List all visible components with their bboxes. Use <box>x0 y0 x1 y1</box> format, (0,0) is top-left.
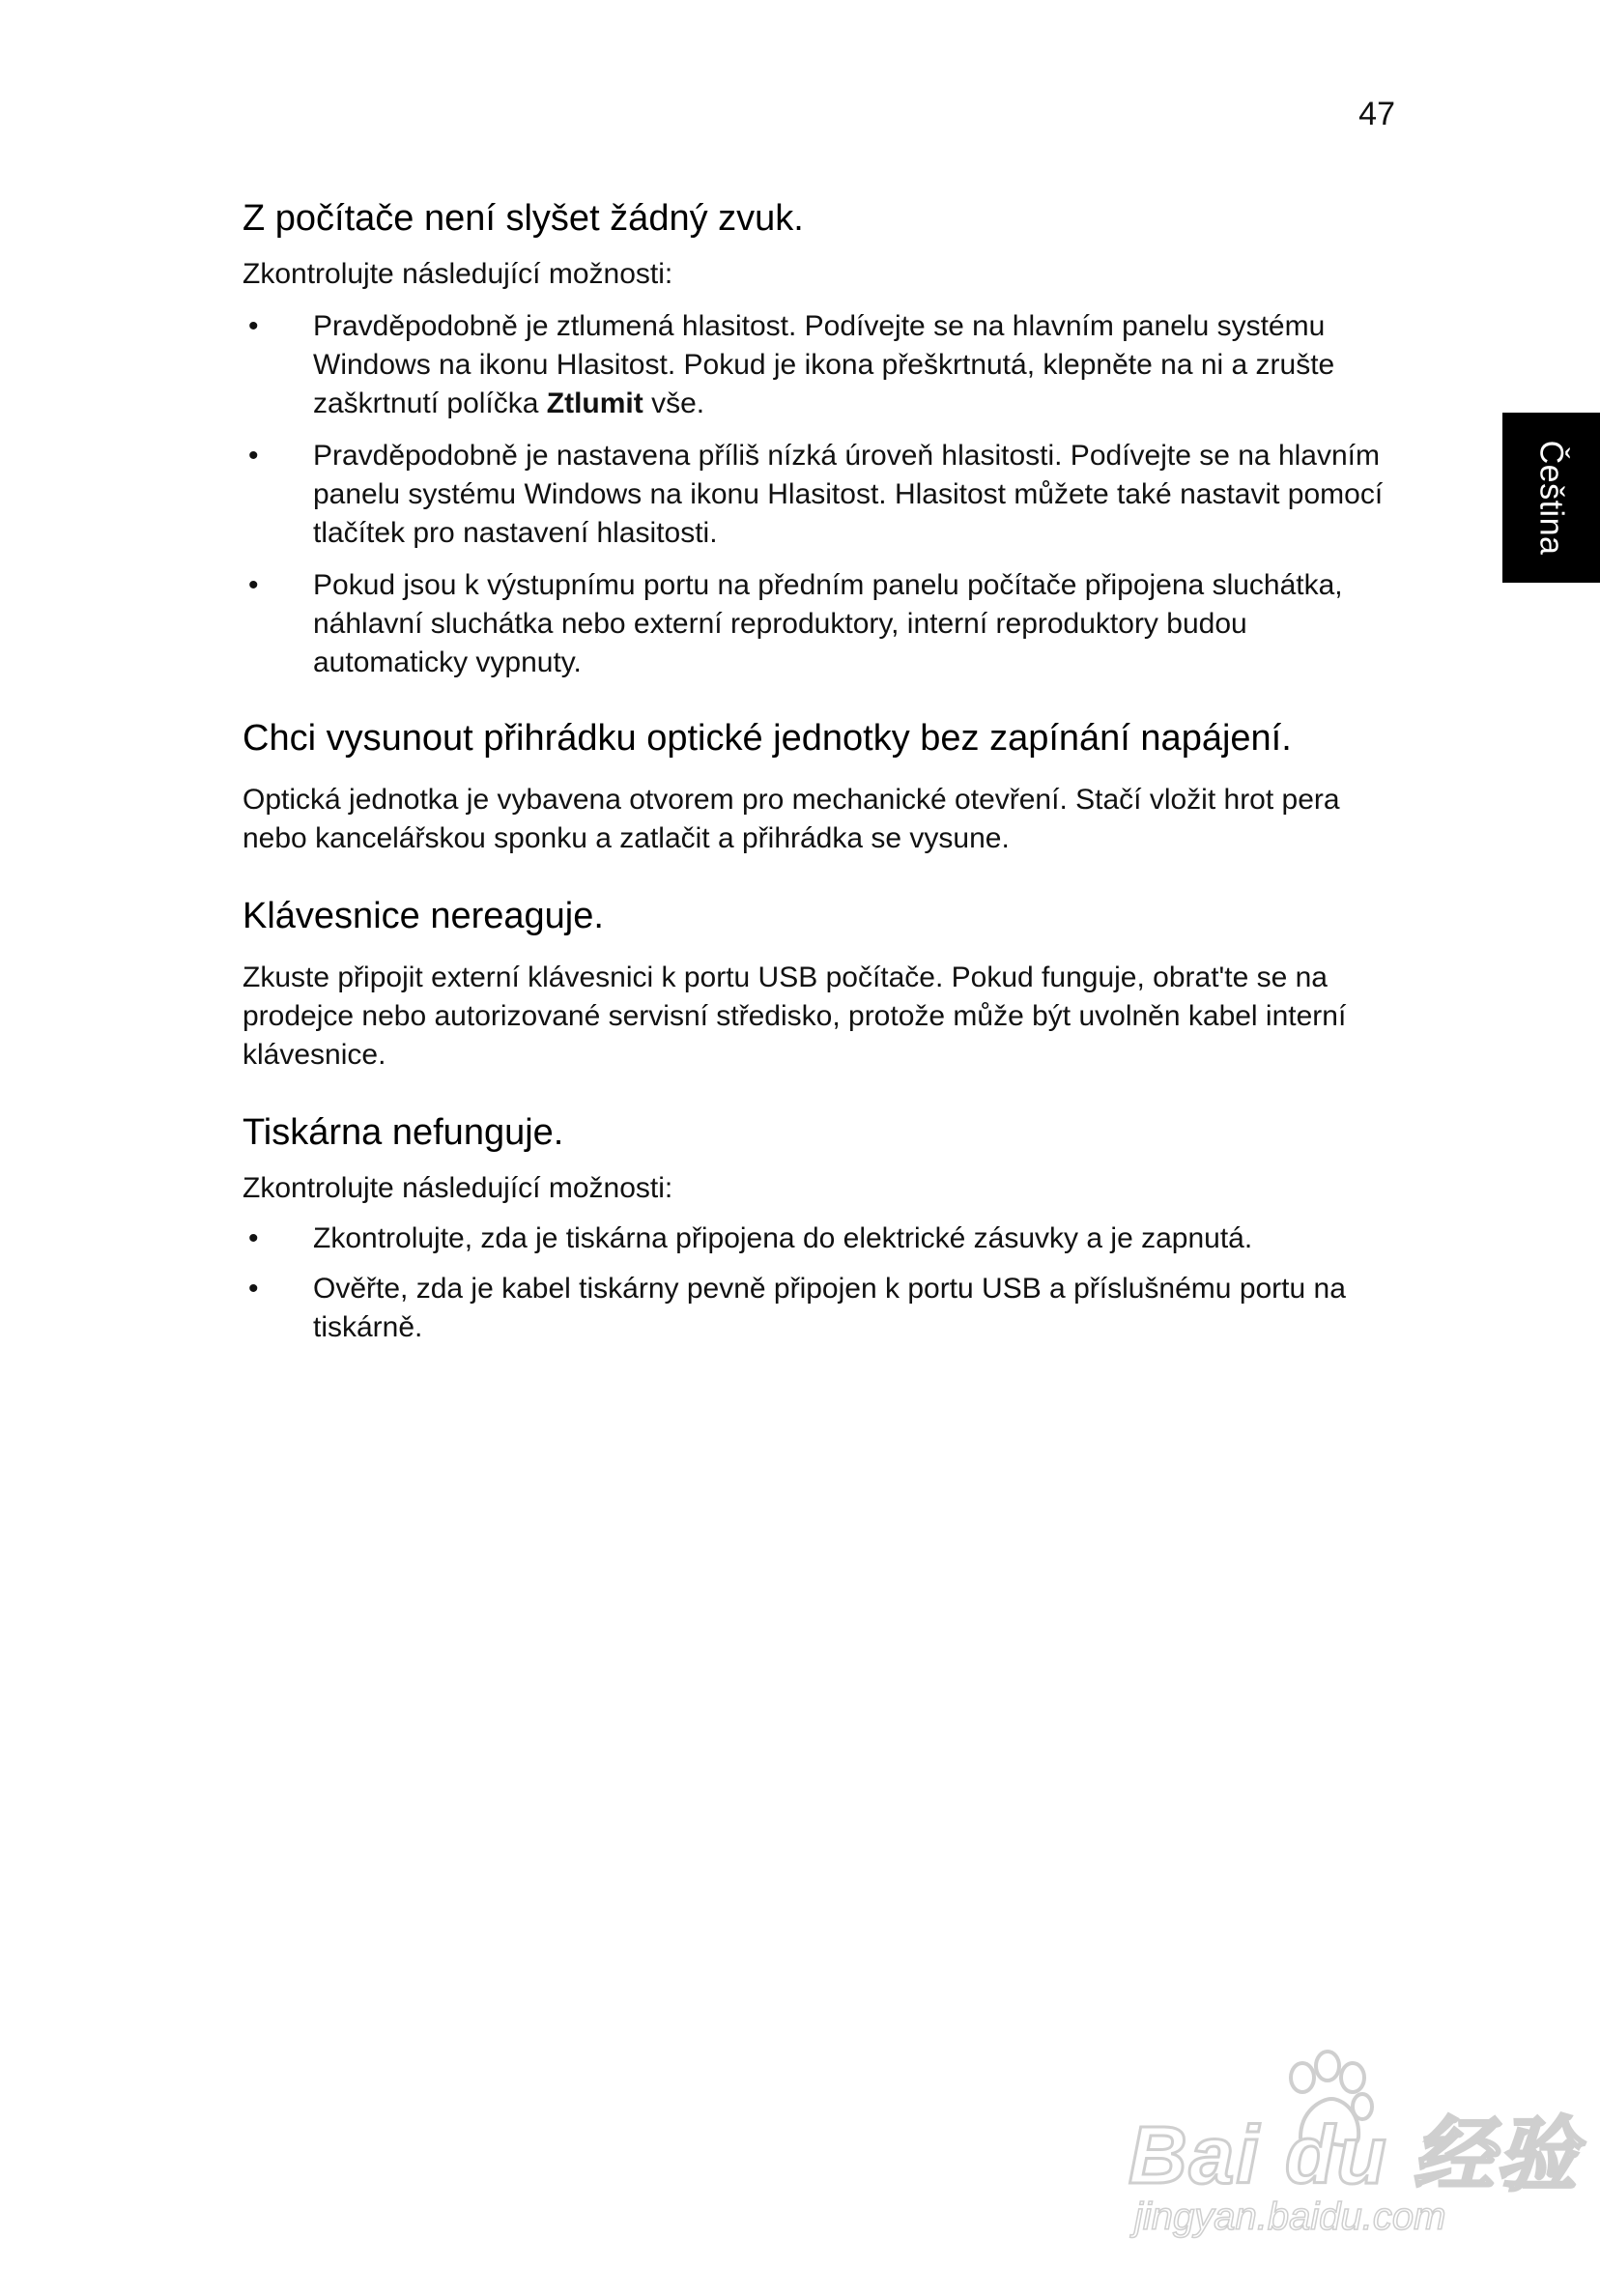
page-number: 47 <box>1358 96 1395 132</box>
section-body: Zkuste připojit externí klávesnici k portu USB počítače. Pokud funguje, obrat'te se na prodejce nebo autorizované servisní středisko, protože může být uvolněn kabel interní klávesnice. <box>243 961 1347 1071</box>
list-item-text: Pravděpodobně je ztlumená hlasitost. Podívejte se na hlavním panelu systému Windows na ikonu Hlasitost. Pokud je ikona přeškrtnutá, klepněte na ni a zrušte zaškrtnutí políčka <box>313 310 1335 419</box>
section-heading: Tiskárna nefunguje. <box>243 1112 564 1153</box>
page-content <box>243 195 1402 1359</box>
list-item-text: Zkontrolujte, zda je tiskárna připojena do elektrické zásuvky a je zapnutá. <box>313 1222 1253 1254</box>
bullet-icon: • <box>248 569 259 601</box>
bullet-icon: • <box>248 310 259 342</box>
watermark-brand: Bai du 经验 <box>1129 2109 1580 2200</box>
section-heading: Klávesnice nereaguje. <box>243 896 604 936</box>
list-item <box>243 1270 1402 1347</box>
section-eject-optical-drive <box>243 715 1402 858</box>
watermark-site: jingyan.baidu.com <box>1134 2196 1446 2238</box>
section-printer <box>243 1109 1402 1347</box>
list-item-bold-text: Ztlumit <box>546 387 643 419</box>
bullet-list <box>243 1220 1402 1347</box>
list-item <box>243 1220 1402 1258</box>
bullet-icon: • <box>248 1222 259 1254</box>
language-tab <box>1502 413 1600 583</box>
baidu-watermark <box>1129 2049 1580 2238</box>
section-intro: Zkontrolujte následující možnosti: <box>243 1172 673 1204</box>
list-item-text: Pravděpodobně je nastavena příliš nízká úroveň hlasitosti. Podívejte se na hlavním panelu systému Windows na ikonu Hlasitost. Hlasitost můžete také nastavit pomocí tlačítek pro nastavení hlasitosti. <box>313 440 1384 549</box>
section-heading: Z počítače není slyšet žádný zvuk. <box>243 198 804 239</box>
list-item <box>243 566 1402 682</box>
bullet-list <box>243 307 1402 682</box>
section-no-sound <box>243 195 1402 682</box>
list-item-text: Ověřte, zda je kabel tiskárny pevně připojen k portu USB a příslušnému portu na tiskárně. <box>313 1273 1346 1343</box>
list-item-text-end: vše. <box>643 387 705 419</box>
section-intro: Zkontrolujte následující možnosti: <box>243 258 673 290</box>
section-keyboard <box>243 893 1402 1075</box>
language-tab-label: Čeština <box>1532 440 1570 556</box>
list-item <box>243 307 1402 423</box>
list-item <box>243 437 1402 553</box>
bullet-icon: • <box>248 440 259 472</box>
list-item-text: Pokud jsou k výstupnímu portu na předním panelu počítače připojena sluchátka, náhlavní sluchátka nebo externí reproduktory, interní reproduktory budou automaticky vypnuty. <box>313 569 1343 678</box>
section-heading: Chci vysunout přihrádku optické jednotky bez zapínání napájení. <box>243 718 1292 759</box>
section-body: Optická jednotka je vybavena otvorem pro mechanické otevření. Stačí vložit hrot pera nebo kancelářskou sponku a zatlačit a přihrádka se vysune. <box>243 784 1340 854</box>
bullet-icon: • <box>248 1273 259 1305</box>
